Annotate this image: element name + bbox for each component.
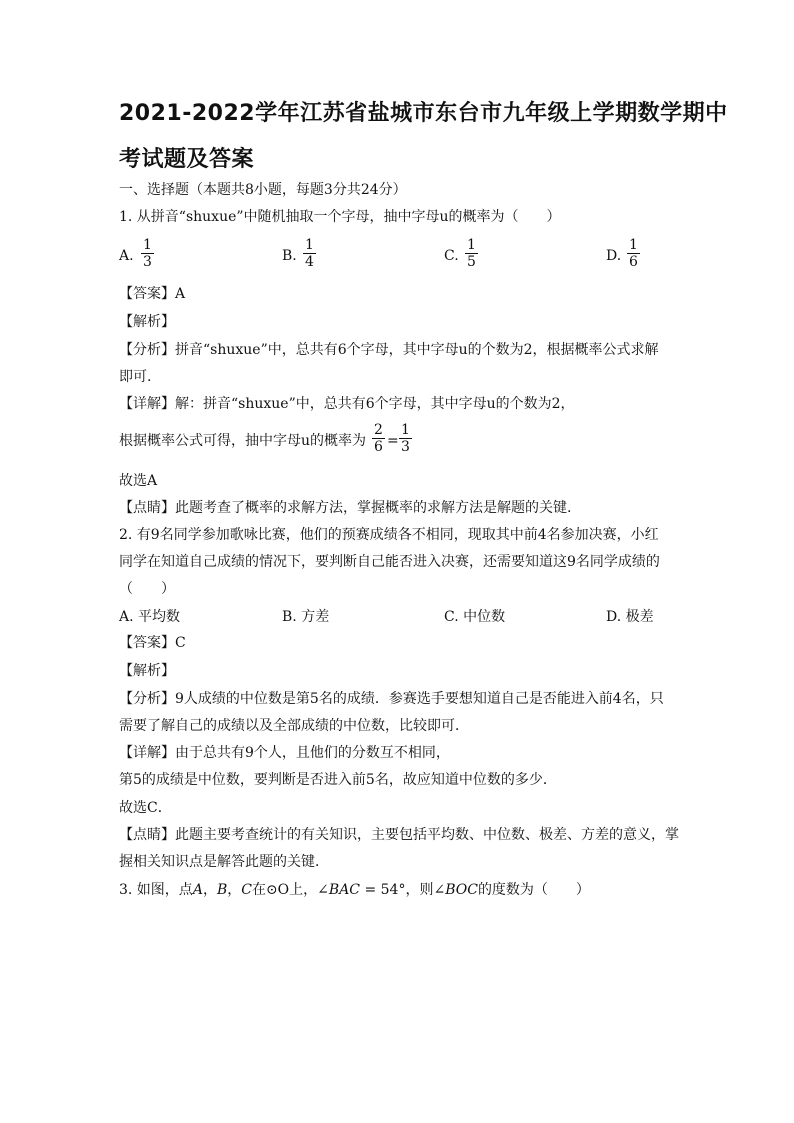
denominator: 3 — [401, 439, 410, 455]
q2-option-a: A. 平均数 — [119, 609, 181, 625]
q2-analysis-heading: 【解析】 — [119, 663, 175, 679]
q2-stem-line-1: 2. 有9名同学参加歌咏比赛，他们的预赛成绩各不相同，现取其中前4名参加决赛，小红 — [119, 527, 659, 543]
numerator: 1 — [467, 237, 476, 253]
q1-option-d-fraction — [627, 237, 640, 270]
q3-angle-boc: ∠BOC — [433, 882, 478, 898]
q3-angle-bac: ∠BAC — [317, 882, 361, 898]
q1-stem: 1. 从拼音“shuxue”中随机抽取一个字母，抽中字母u的概率为（ ） — [119, 209, 561, 225]
denominator: 5 — [467, 254, 476, 270]
q1-option-d-label: D. — [606, 248, 622, 264]
q1-option-a-label: A. — [119, 248, 134, 264]
q1-conclusion: 故选A — [119, 473, 158, 489]
q3-point-b: B — [216, 882, 228, 898]
equals-sign: = — [387, 433, 399, 449]
q1-option-c-label: C. — [444, 248, 459, 264]
q2-detail-line-2: 第5的成绩是中位数，要判断是否进入前5名，故应知道中位数的多少． — [119, 772, 557, 788]
numerator: 1 — [629, 237, 638, 253]
q1-analysis-heading: 【解析】 — [119, 314, 175, 330]
denominator: 6 — [374, 439, 383, 455]
q3-sep-2: ， — [227, 882, 242, 898]
q2-option-d: D. 极差 — [606, 609, 654, 625]
q1-detail-line-1: 【详解】解：拼音“shuxue”中，总共有6个字母，其中字母u的个数为2， — [119, 396, 575, 412]
q3-point-a: A — [192, 882, 203, 898]
denominator: 4 — [305, 254, 314, 270]
q1-answer: 【答案】A — [119, 286, 186, 302]
q3-text-4: 的度数为（ ） — [477, 882, 590, 898]
q1-fenxi-line-1: 【分析】拼音“shuxue”中，总共有6个字母，其中字母u的个数为2，根据概率公式求解 — [119, 342, 659, 358]
q1-detail-line-2: 根据概率公式可得，抽中字母u的概率为 — [119, 433, 367, 449]
q2-stem-line-2: 同学在知道自己成绩的情况下，要判断自己能否进入决赛，还需要知道这9名同学成绩的 — [119, 554, 660, 570]
equation-fraction-right — [399, 422, 412, 455]
equation-fraction-left — [372, 422, 385, 455]
q2-conclusion: 故选C． — [119, 800, 172, 816]
q3-sep-1: ， — [202, 882, 217, 898]
numerator: 2 — [374, 422, 383, 438]
q3-text-1: 3. 如图，点 — [119, 882, 193, 898]
q1-fenxi-line-2: 即可. — [119, 369, 152, 385]
q2-answer: 【答案】C — [119, 635, 186, 651]
q2-option-b: B. 方差 — [282, 609, 330, 625]
q1-option-b-label: B. — [282, 248, 297, 264]
q3-stem — [119, 880, 590, 900]
q1-comment: 【点睛】此题考查了概率的求解方法，掌握概率的求解方法是解题的关键. — [119, 500, 572, 516]
q2-fenxi-line-1: 【分析】9人成绩的中位数是第5名的成绩．参赛选手要想知道自己是否能进入前4名，只 — [119, 691, 664, 707]
q3-text-3: = 54°，则 — [360, 882, 434, 898]
numerator: 1 — [401, 422, 410, 438]
q2-fenxi-line-2: 需要了解自己的成绩以及全部成绩的中位数，比较即可． — [119, 718, 469, 734]
q1-option-b-fraction — [303, 237, 316, 270]
page-title-line-1: 2021-2022学年江苏省盐城市东台市九年级上学期数学期中 — [119, 101, 728, 126]
q2-stem-line-3: （ ） — [119, 581, 175, 597]
q2-comment-line-1: 【点睛】此题主要考查统计的有关知识，主要包括平均数、中位数、极差、方差的意义，掌 — [119, 827, 679, 843]
page-title-line-2: 考试题及答案 — [119, 147, 255, 172]
q1-option-c-fraction — [465, 237, 478, 270]
q3-point-c: C — [241, 882, 252, 898]
denominator: 3 — [143, 254, 152, 270]
denominator: 6 — [629, 254, 638, 270]
q2-detail-line-1: 【详解】由于总共有9个人，且他们的分数互不相同， — [119, 745, 450, 761]
q3-text-2: 在⊙O上， — [251, 882, 318, 898]
q1-option-a-fraction — [141, 237, 154, 270]
section-header: 一、选择题（本题共8小题，每题3分共24分） — [119, 182, 407, 198]
numerator: 1 — [305, 237, 314, 253]
numerator: 1 — [143, 237, 152, 253]
q2-comment-line-2: 握相关知识点是解答此题的关键． — [119, 854, 329, 870]
q2-option-c: C. 中位数 — [444, 609, 506, 625]
